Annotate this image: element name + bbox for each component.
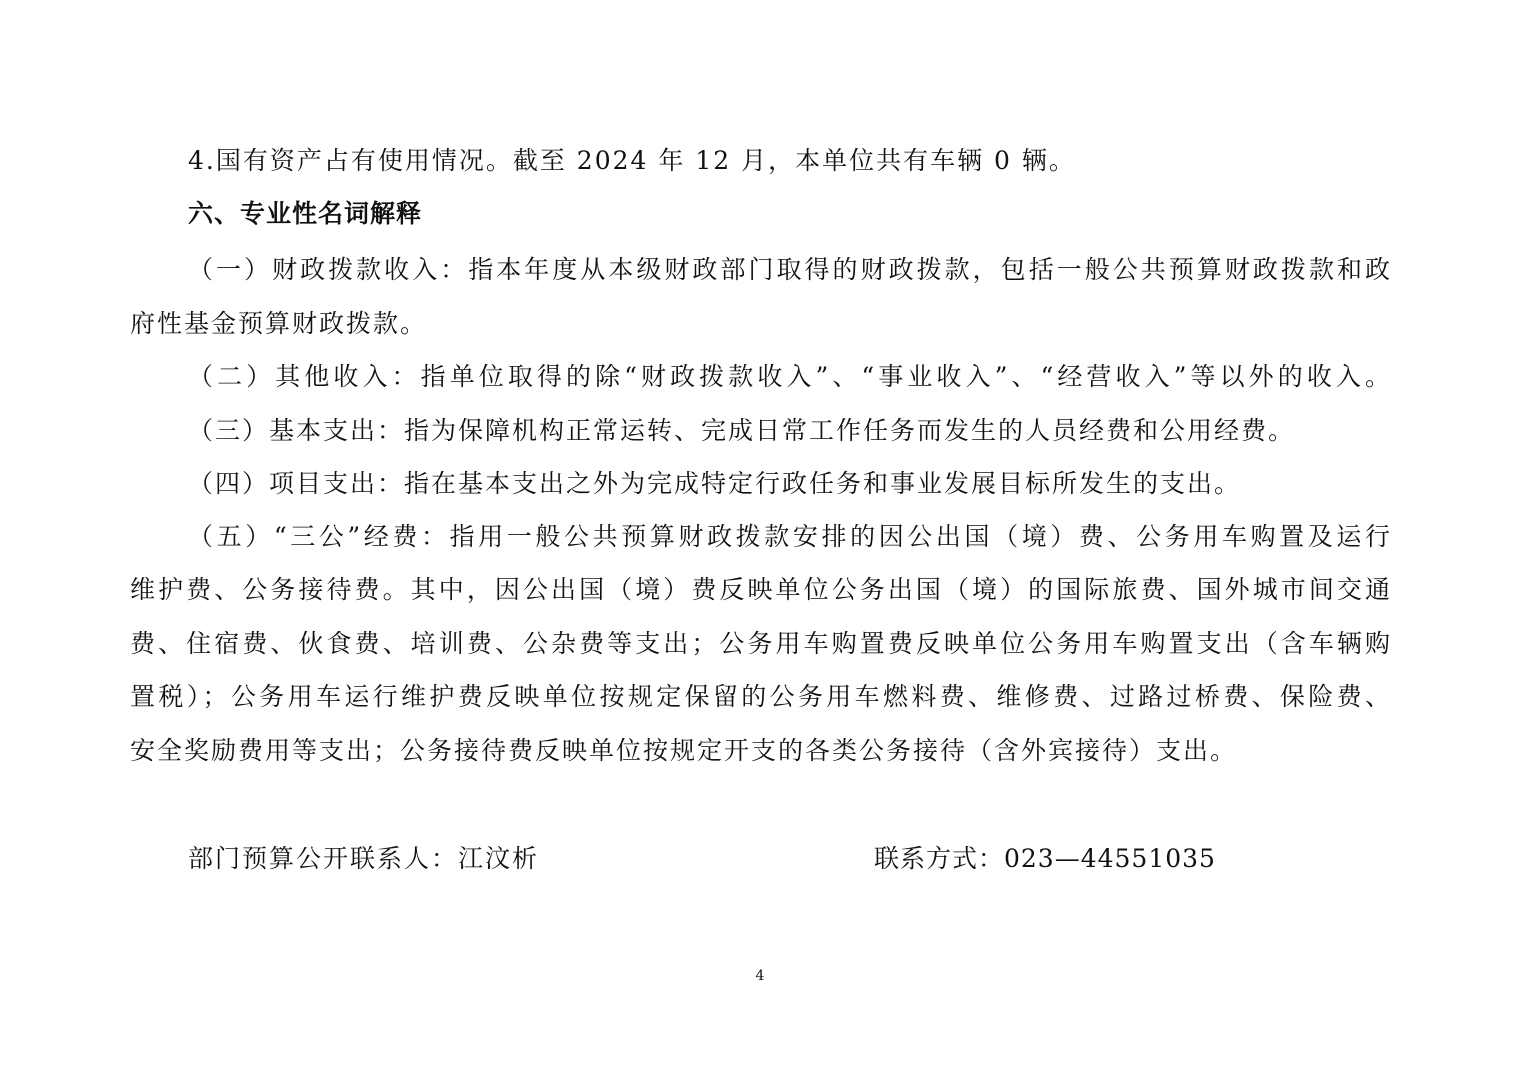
contact-phone: 联系方式：023—44551035 [874,844,1216,873]
asset-usage-paragraph: 4.国有资产占有使用情况。截至 2024 年 12 月，本单位共有车辆 0 辆。 [188,146,1076,175]
contact-person: 部门预算公开联系人：江汶析 [188,844,540,873]
term-three-public-line-5: 安全奖励费用等支出；公务接待费反映单位按规定开支的各类公务接待（含外宾接待）支出。 [130,736,1238,765]
term-three-public-line-2: 维护费、公务接待费。其中，因公出国（境）费反映单位公务出国（境）的国际旅费、国外城市间交通 [130,575,1392,604]
term-three-public-line-1: （五）“三公”经费：指用一般公共预算财政拨款安排的因公出国（境）费、公务用车购置及运行 [188,522,1392,551]
term-fiscal-appropriation-line-1: （一）财政拨款收入：指本年度从本级财政部门取得的财政拨款，包括一般公共预算财政拨款和政 [188,255,1392,284]
term-three-public-line-3: 费、住宿费、伙食费、培训费、公杂费等支出；公务用车购置费反映单位公务用车购置支出（含车辆购 [130,629,1392,658]
term-basic-expenditure: （三）基本支出：指为保障机构正常运转、完成日常工作任务而发生的人员经费和公用经费。 [188,416,1296,445]
term-fiscal-appropriation-line-2: 府性基金预算财政拨款。 [130,309,428,338]
term-three-public-line-4: 置税）；公务用车运行维护费反映单位按规定保留的公务用车燃料费、维修费、过路过桥费、保险费、 [130,682,1392,711]
page-number: 4 [755,968,765,984]
section-heading: 六、专业性名词解释 [188,199,423,228]
term-project-expenditure: （四）项目支出：指在基本支出之外为完成特定行政任务和事业发展目标所发生的支出。 [188,469,1242,498]
term-other-income: （二）其他收入：指单位取得的除“财政拨款收入”、“事业收入”、“经营收入”等以外的收入。 [188,362,1392,391]
